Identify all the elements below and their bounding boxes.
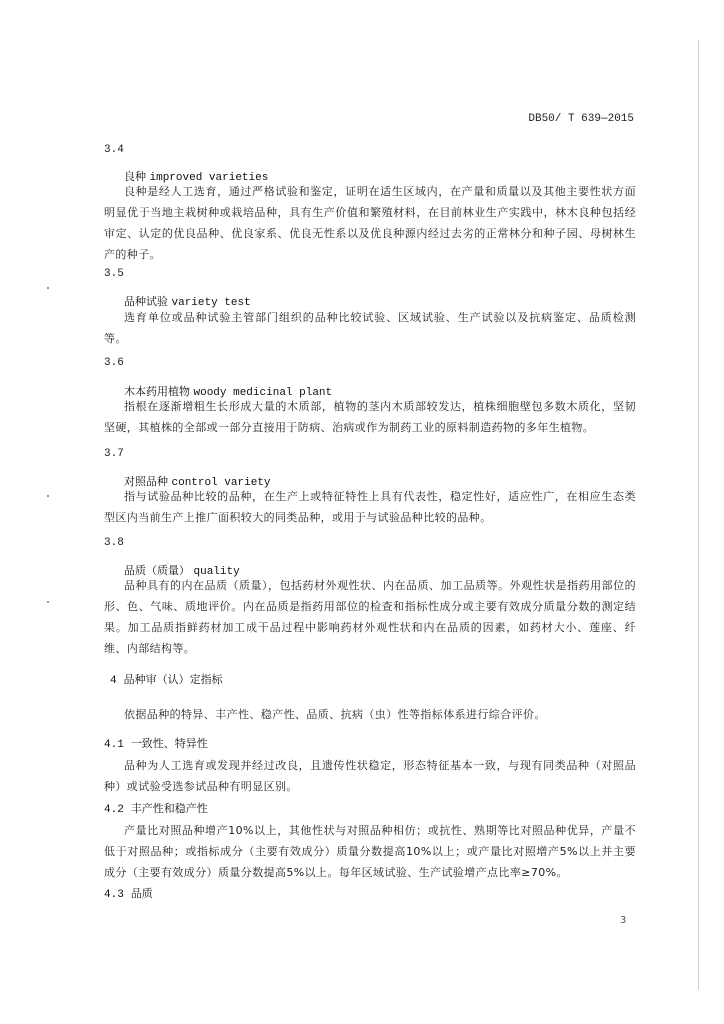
chapter-heading — [110, 671, 223, 687]
subsection-heading — [104, 735, 208, 751]
term-english: variety test — [171, 297, 251, 309]
section-number: 3.7 — [104, 448, 124, 460]
margin-mark — [47, 495, 49, 497]
term-english: quality — [193, 566, 240, 578]
subsection-paragraph: 品种为人工选育或发现并经过改良，且遗传性状稳定，形态特征基本一致，与现有同类品种（对照品种）或试验受选参试品种有明显区别。 — [104, 759, 636, 793]
term-chinese: 品质（质量） — [124, 564, 190, 577]
subsection-title: 丰产性和稳产性 — [130, 802, 208, 815]
section-number: 3.5 — [104, 268, 124, 280]
chapter-number: 4 — [110, 675, 117, 687]
section-number: 3.4 — [104, 144, 124, 156]
chapter-title: 品种审（认）定指标 — [123, 673, 223, 686]
subsection-heading — [104, 800, 208, 816]
term-chinese: 木本药用植物 — [124, 385, 190, 398]
definition-paragraph: 指与试验品种比较的品种，在生产上或特征特性上具有代表性，稳定性好，适应性广，在相应生态类型区内当前生产上推广面积较大的同类品种，或用于与试验品种比较的品种。 — [104, 490, 636, 524]
term-chinese: 良种 — [124, 170, 146, 183]
subsection-number: 4.2 — [104, 804, 124, 816]
term-english: woody medicinal plant — [193, 387, 333, 399]
subsection-title: 一致性、特异性 — [130, 737, 208, 750]
margin-mark — [47, 287, 49, 289]
subsection-paragraph: 产量比对照品种增产10%以上，其他性状与对照品种相仿；或抗性、熟期等比对照品种优异，产量不低于对照品种；或指标成分（主要有效成分）质量分数提高10%以上；或产量比对照增产5%以上并主要成分（主要有效成分）质量分数提高5%以上。每年区域试验、生产试验增产点比率≥70%。 — [104, 824, 636, 879]
section-number: 3.6 — [104, 357, 124, 369]
section-number: 3.8 — [104, 537, 124, 549]
page-edge-rule — [698, 40, 699, 990]
definition-paragraph: 指根在逐渐增粗生长形成大量的木质部，植物的茎内木质部较发达，植株细胞壁包多数木质化，坚韧坚硬，其植株的全部或一部分直接用于防病、治病或作为制药工业的原料制造药物的多年生植物。 — [104, 400, 636, 434]
margin-mark — [47, 601, 49, 603]
definition-paragraph: 选育单位或品种试验主管部门组织的品种比较试验、区域试验、生产试验以及抗病鉴定、品质检测等。 — [104, 311, 636, 345]
document-code: DB50/ T 639—2015 — [528, 113, 634, 125]
term-english: improved varieties — [149, 172, 269, 184]
term-chinese: 对照品种 — [124, 475, 168, 488]
term-english: control variety — [171, 477, 271, 489]
subsection-number: 4.1 — [104, 739, 124, 751]
term-chinese: 品种试验 — [124, 295, 168, 308]
chapter-intro-paragraph: 依据品种的特异、丰产性、稳产性、品质、抗病（虫）性等指标体系进行综合评价。 — [124, 708, 546, 721]
definition-paragraph: 品种具有的内在品质（质量），包括药材外观性状、内在品质、加工品质等。外观性状是指药用部位的形、色、气味、质地评价。内在品质是指药用部位的检查和指标性成分或主要有效成分质量分数的测定结果。加工品质指鲜药材加工成干品过程中影响药材外观性状和内在品质的因素，如药材大小、莲座、纤维、内部结构等。 — [104, 579, 636, 655]
page-number: 3 — [620, 915, 627, 926]
subsection-heading — [104, 885, 153, 901]
subsection-title: 品质 — [130, 887, 153, 900]
definition-paragraph: 良种是经人工选育，通过严格试验和鉴定，证明在适生区域内，在产量和质量以及其他主要性状方面明显优于当地主栽树种或栽培品种，具有生产价值和繁殖材料，在目前林业生产实践中，林木良种包括经审定、认定的优良品种、优良家系、优良无性系以及优良种源内经过去劣的正常林分和种子园、母树林生产的种子。 — [104, 185, 636, 261]
subsection-number: 4.3 — [104, 889, 124, 901]
